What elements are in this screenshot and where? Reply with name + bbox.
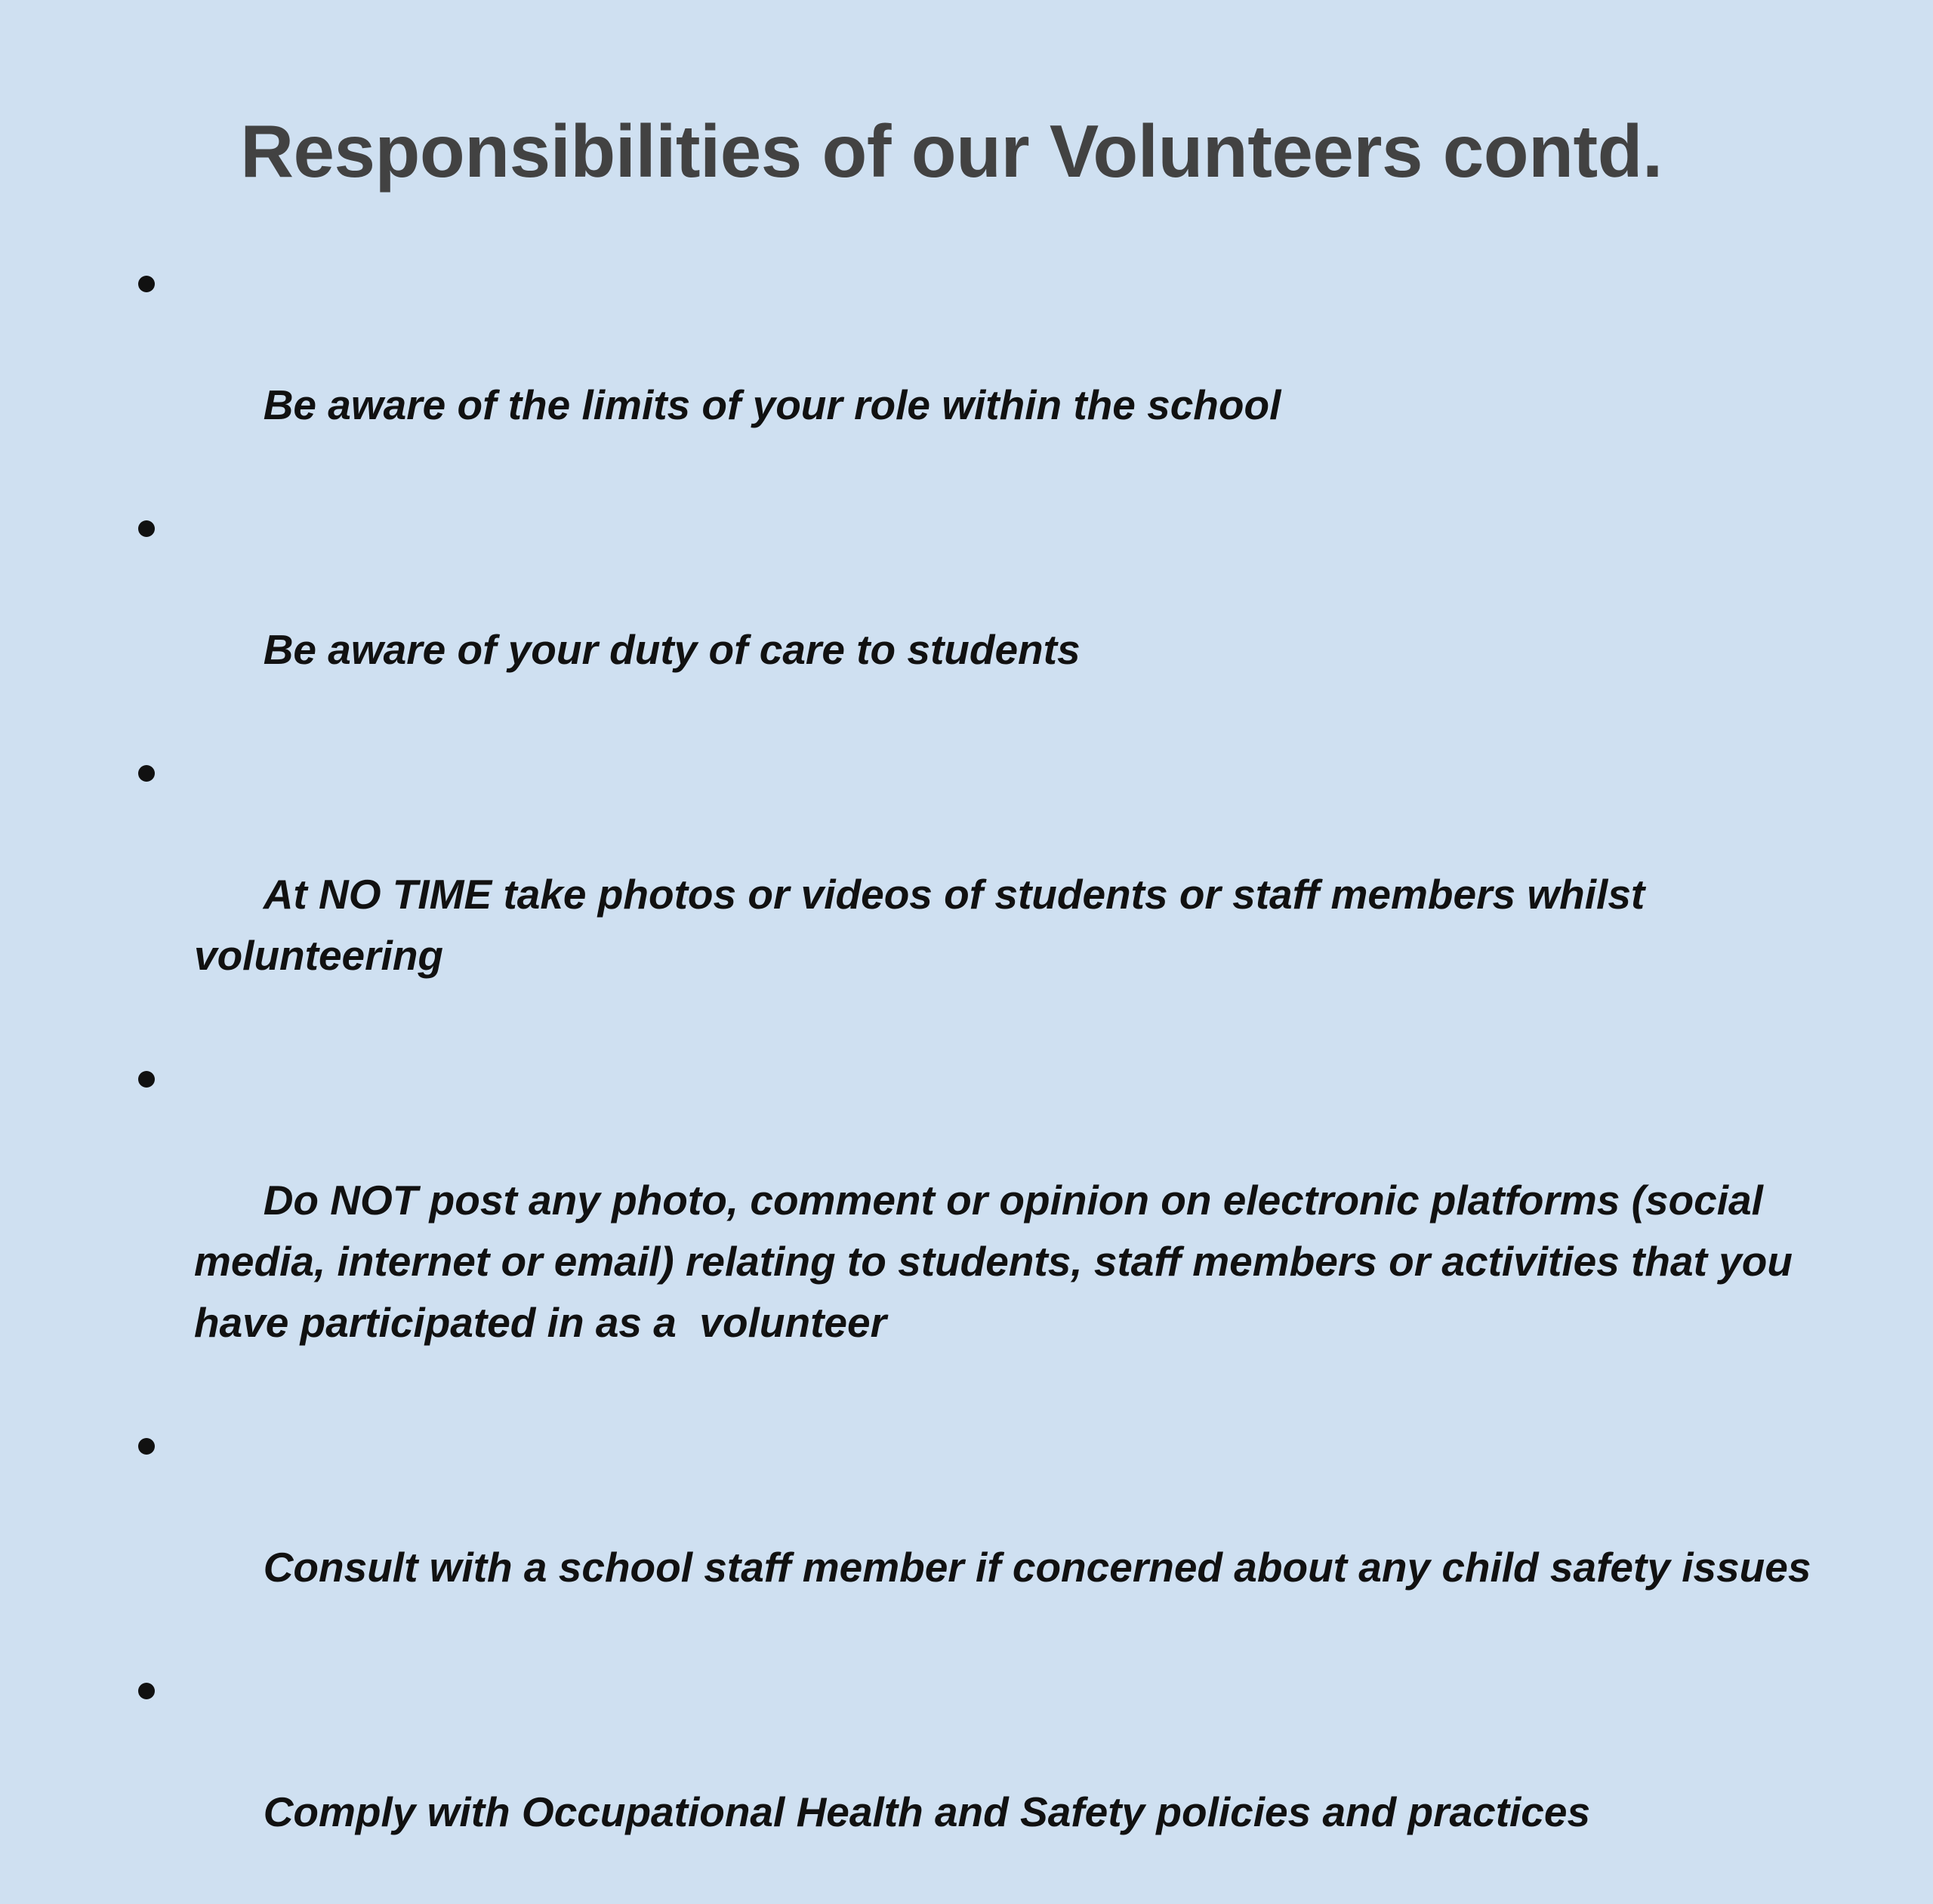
bullet-icon <box>138 1683 155 1699</box>
bullet-text: Be aware of the limits of your role within the school <box>263 381 1281 428</box>
bullet-text: Do NOT post any photo, comment or opinion on electronic platforms (social media, internet or email) relating to students, staff members or activities that you have participated in as a volunteer <box>194 1177 1805 1346</box>
list-item <box>137 742 1858 1048</box>
bullet-icon <box>138 1438 155 1455</box>
list-item <box>137 252 1858 497</box>
bullet-text: Comply with Occupational Health and Safety policies and practices <box>263 1788 1591 1835</box>
bullet-text: Consult with a school staff member if concerned about any child safety issues <box>263 1544 1811 1591</box>
bullet-text: At NO TIME take photos or videos of students or staff members whilst volunteering <box>194 871 1657 979</box>
bullet-icon <box>138 520 155 537</box>
bullet-list <box>137 252 1858 1904</box>
bullet-icon <box>138 276 155 292</box>
bullet-text: Be aware of your duty of care to students <box>263 626 1081 673</box>
list-item <box>137 1415 1858 1659</box>
list-item <box>137 1048 1858 1415</box>
bullet-icon <box>138 1071 155 1088</box>
bullet-icon <box>138 765 155 782</box>
list-item <box>137 497 1858 742</box>
slide-title: Responsibilities of our Volunteers contd. <box>240 110 1663 193</box>
list-item <box>137 1659 1858 1904</box>
